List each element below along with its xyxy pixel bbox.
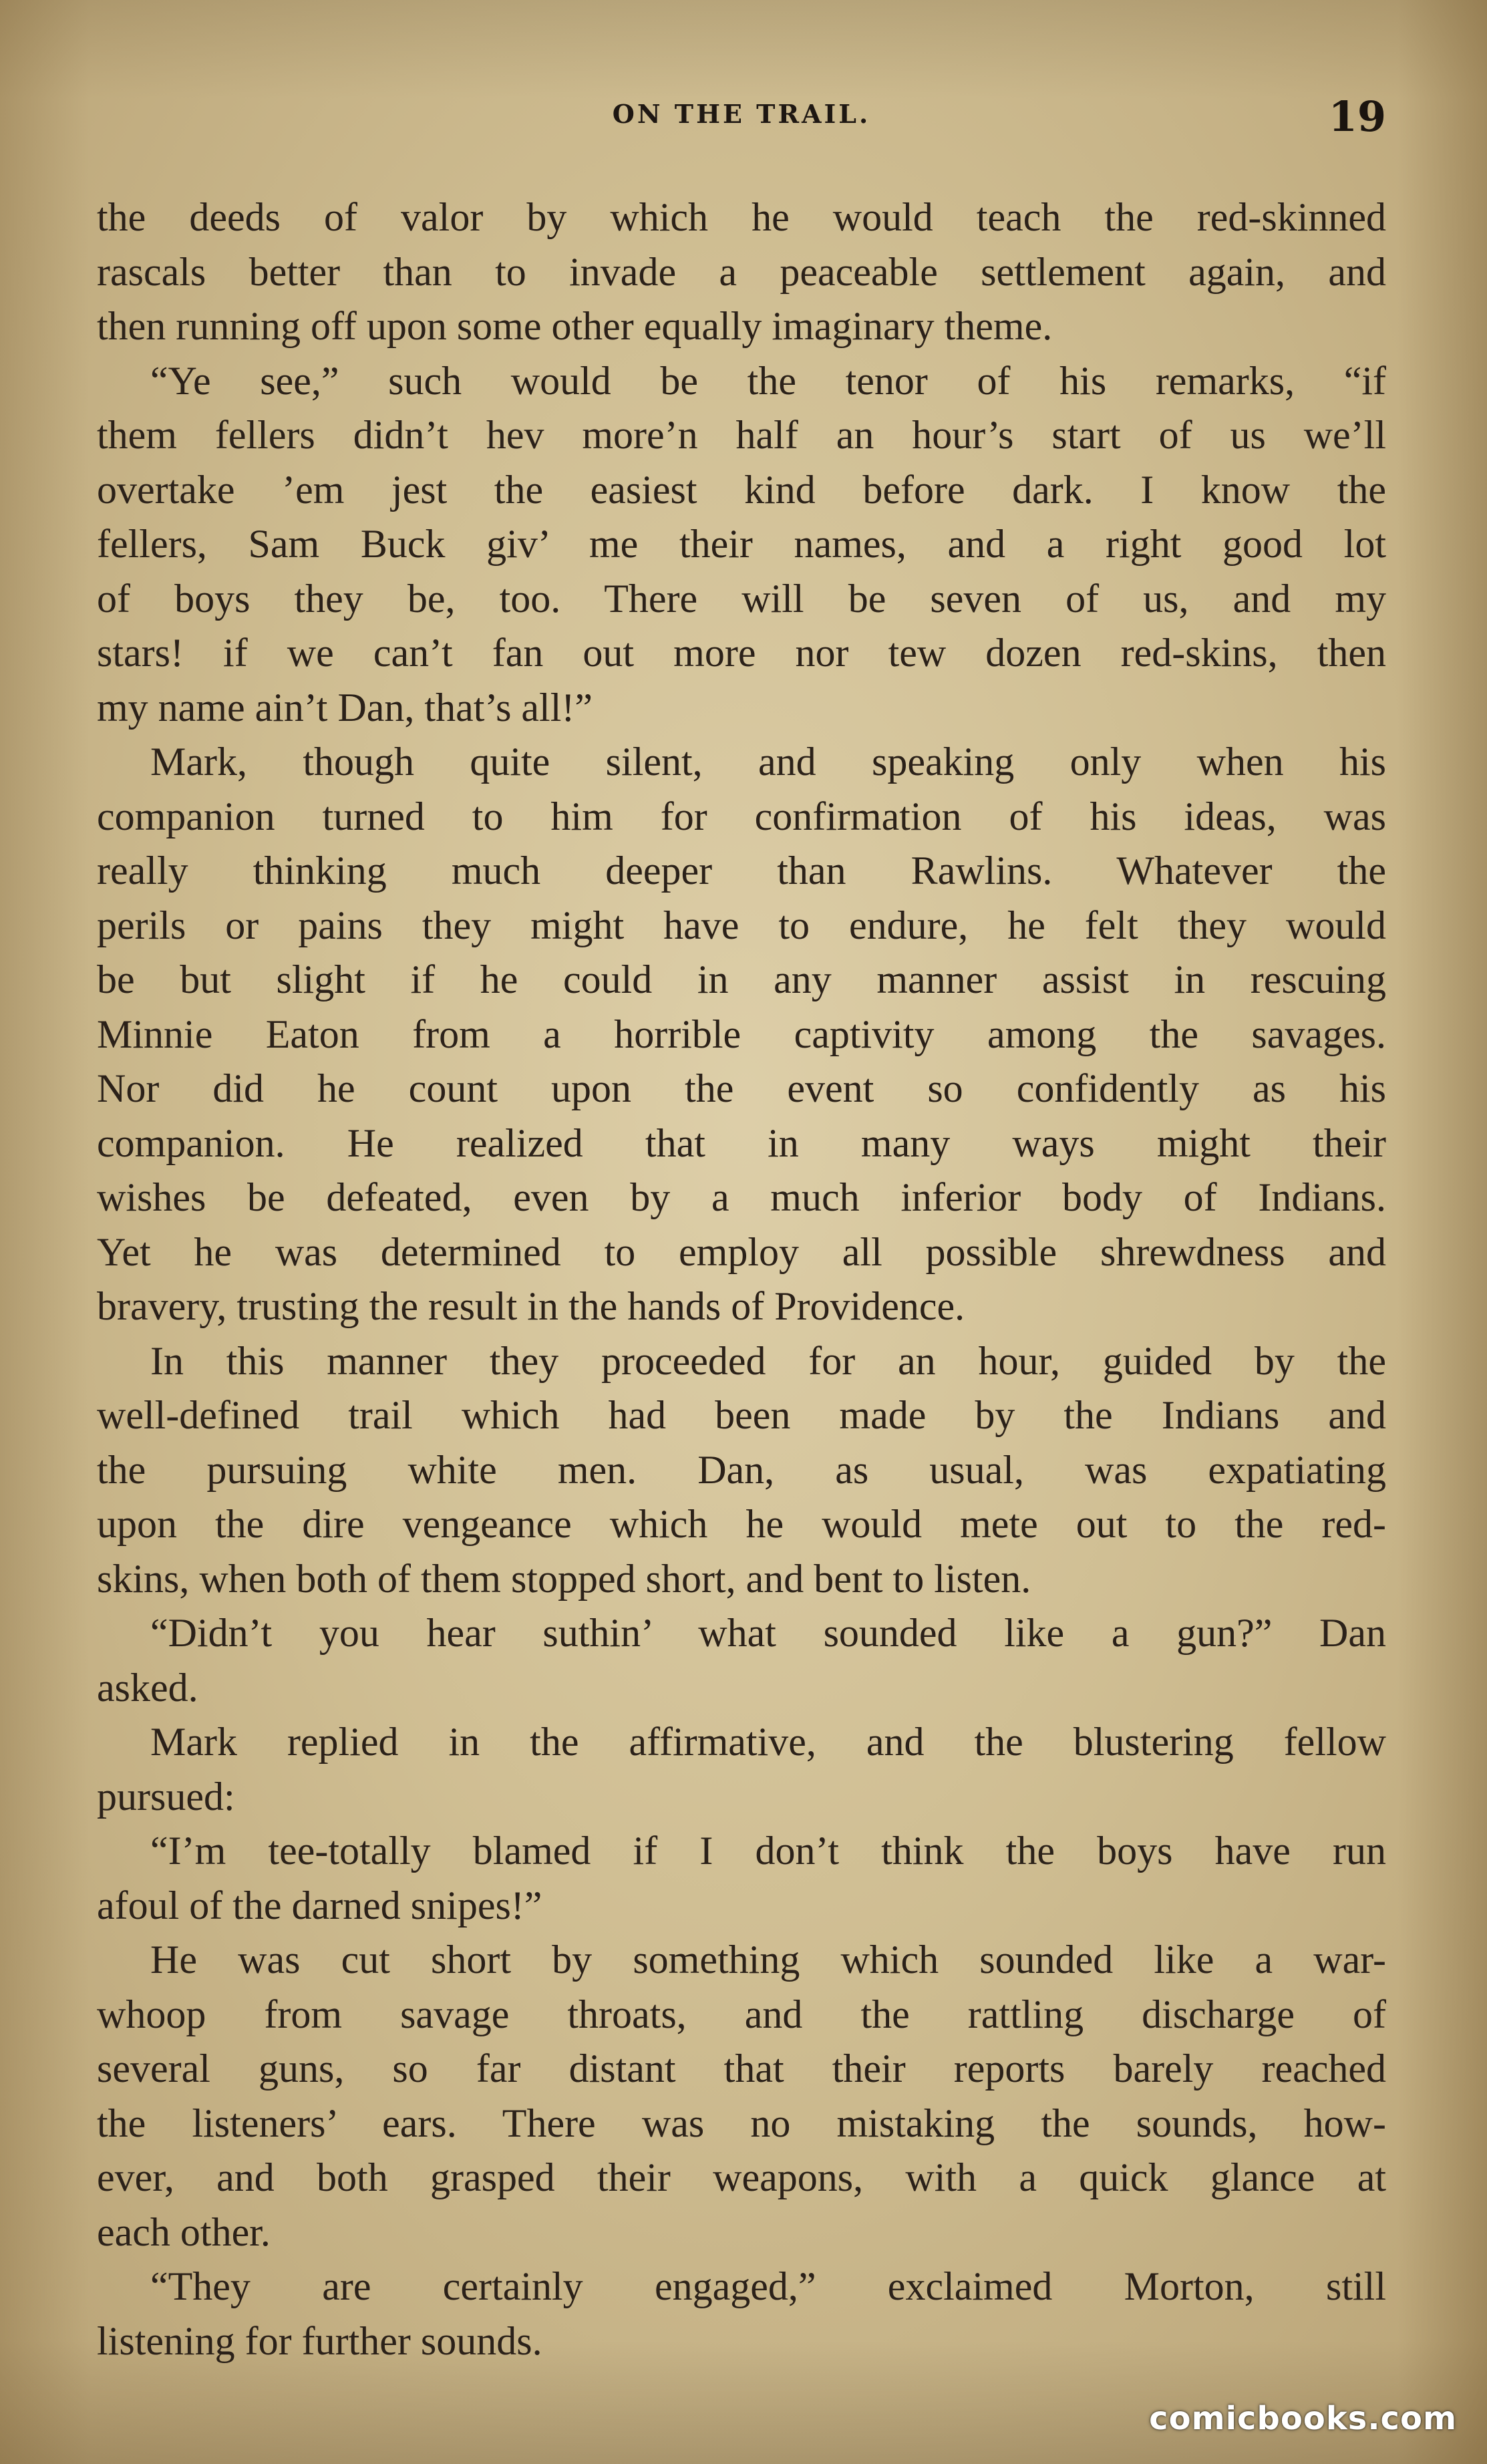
- text-line: overtake ’em jest the easiest kind before dark. I know the: [97, 467, 1386, 512]
- text-line: companion turned to him for confirmation of his ideas, was: [97, 794, 1386, 838]
- text-line: “Didn’t you hear suthin’ what sounded like a gun?” Dan: [150, 1611, 1386, 1655]
- text-line: really thinking much deeper than Rawlins. Whatever the: [97, 849, 1386, 893]
- text-line: Minnie Eaton from a horrible captivity among the savages.: [97, 1012, 1386, 1056]
- text-line: fellers, Sam Buck giv’ me their names, and a right good lot: [97, 522, 1386, 566]
- text-line: “Ye see,” such would be the tenor of his remarks, “if: [150, 358, 1386, 403]
- text-line: He was cut short by something which sounded like a war-: [150, 1938, 1386, 1982]
- text-line: ever, and both grasped their weapons, with a quick glance at: [97, 2155, 1386, 2199]
- text-line: each other.: [97, 2209, 271, 2254]
- text-line: listening for further sounds.: [97, 2318, 542, 2363]
- page-text: [97, 190, 1386, 2368]
- text-line: Yet he was determined to employ all possible shrewdness and: [97, 1229, 1386, 1274]
- text-line: Mark, though quite silent, and speaking only when his: [150, 740, 1386, 784]
- text-line: my name ain’t Dan, that’s all!”: [97, 685, 593, 730]
- text-line: whoop from savage throats, and the rattling discharge of: [97, 1992, 1386, 2036]
- text-line: skins, when both of them stopped short, and bent to listen.: [97, 1556, 1031, 1601]
- text-line: asked.: [97, 1665, 198, 1710]
- text-line: rascals better than to invade a peaceable settlement again, and: [97, 249, 1386, 294]
- text-line: well-defined trail which had been made by the Indians and: [97, 1393, 1386, 1437]
- text-line: “I’m tee-totally blamed if I don’t think the boys have run: [150, 1829, 1386, 1873]
- page-header: [97, 92, 1386, 146]
- watermark: comicbooks.com: [1149, 2400, 1457, 2437]
- text-line: afoul of the darned snipes!”: [97, 1883, 542, 1928]
- text-line: of boys they be, too. There will be seven of us, and my: [97, 576, 1386, 621]
- text-line: In this manner they proceeded for an hour, guided by the: [150, 1338, 1386, 1383]
- text-line: upon the dire vengeance which he would mete out to the red-: [97, 1502, 1386, 1546]
- text-line: bravery, trusting the result in the hands of Providence.: [97, 1284, 965, 1328]
- text-line: the deeds of valor by which he would teach the red-skinned: [97, 195, 1386, 239]
- text-line: then running off upon some other equally imaginary theme.: [97, 304, 1053, 348]
- text-line: stars! if we can’t fan out more nor tew dozen red-skins, then: [97, 631, 1386, 675]
- text-line: several guns, so far distant that their reports barely reached: [97, 2046, 1386, 2091]
- page-number: 19: [1328, 92, 1386, 141]
- text-line: Mark replied in the affirmative, and the blustering fellow: [150, 1720, 1386, 1764]
- text-line: “They are certainly engaged,” exclaimed Morton, still: [150, 2264, 1386, 2308]
- text-line: the listeners’ ears. There was no mistaking the sounds, how-: [97, 2101, 1386, 2145]
- text-line: wishes be defeated, even by a much inferior body of Indians.: [97, 1175, 1386, 1219]
- text-line: pursued:: [97, 1774, 235, 1819]
- text-line: them fellers didn’t hev more’n half an hour’s start of us we’ll: [97, 413, 1386, 457]
- text-line: perils or pains they might have to endure, he felt they would: [97, 903, 1386, 947]
- text-line: the pursuing white men. Dan, as usual, was expatiating: [97, 1447, 1386, 1492]
- text-line: companion. He realized that in many ways might their: [97, 1120, 1386, 1165]
- text-line: be but slight if he could in any manner assist in rescuing: [97, 957, 1386, 1002]
- text-line: Nor did he count upon the event so confidently as his: [97, 1066, 1386, 1110]
- running-head: ON THE TRAIL.: [612, 99, 871, 129]
